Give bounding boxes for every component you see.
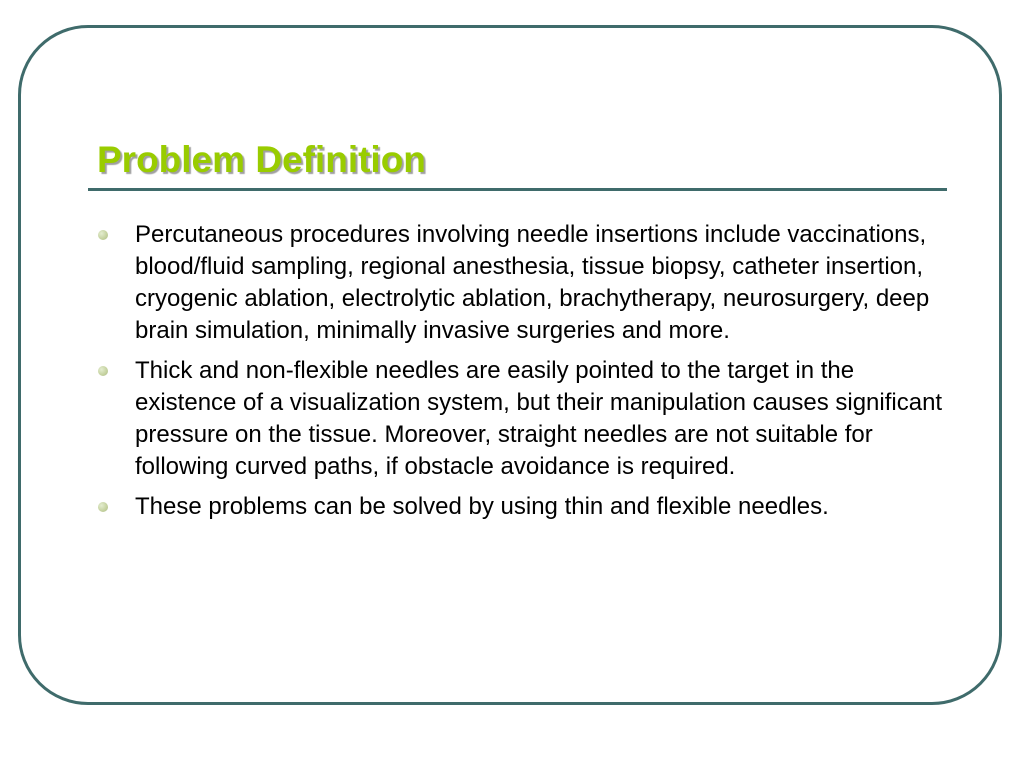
bullet-item [97,219,957,347]
title-divider [88,188,947,191]
bullet-item [97,491,957,523]
bullet-item [97,355,957,483]
bullet-list [97,219,957,531]
bullet-text: Percutaneous procedures involving needle insertions include vaccinations, blood/fluid sampling, regional anesthesia, tissue biopsy, catheter insertion, cryogenic ablation, electrolytic ablation, brachytherapy, neurosurgery, deep brain simulation, minimally invasive surgeries and more. [135,221,930,344]
slide-title: Problem Definition [97,139,426,180]
bullet-icon [98,230,108,240]
bullet-text: These problems can be solved by using thin and flexible needles. [135,493,829,520]
bullet-text: Thick and non-flexible needles are easily pointed to the target in the existence of a visualization system, but their manipulation causes significant pressure on the tissue. Moreover, straight needles are not suitable for following curved paths, if obstacle avoidance is required. [135,357,943,480]
bullet-icon [98,366,108,376]
bullet-icon [98,502,108,512]
